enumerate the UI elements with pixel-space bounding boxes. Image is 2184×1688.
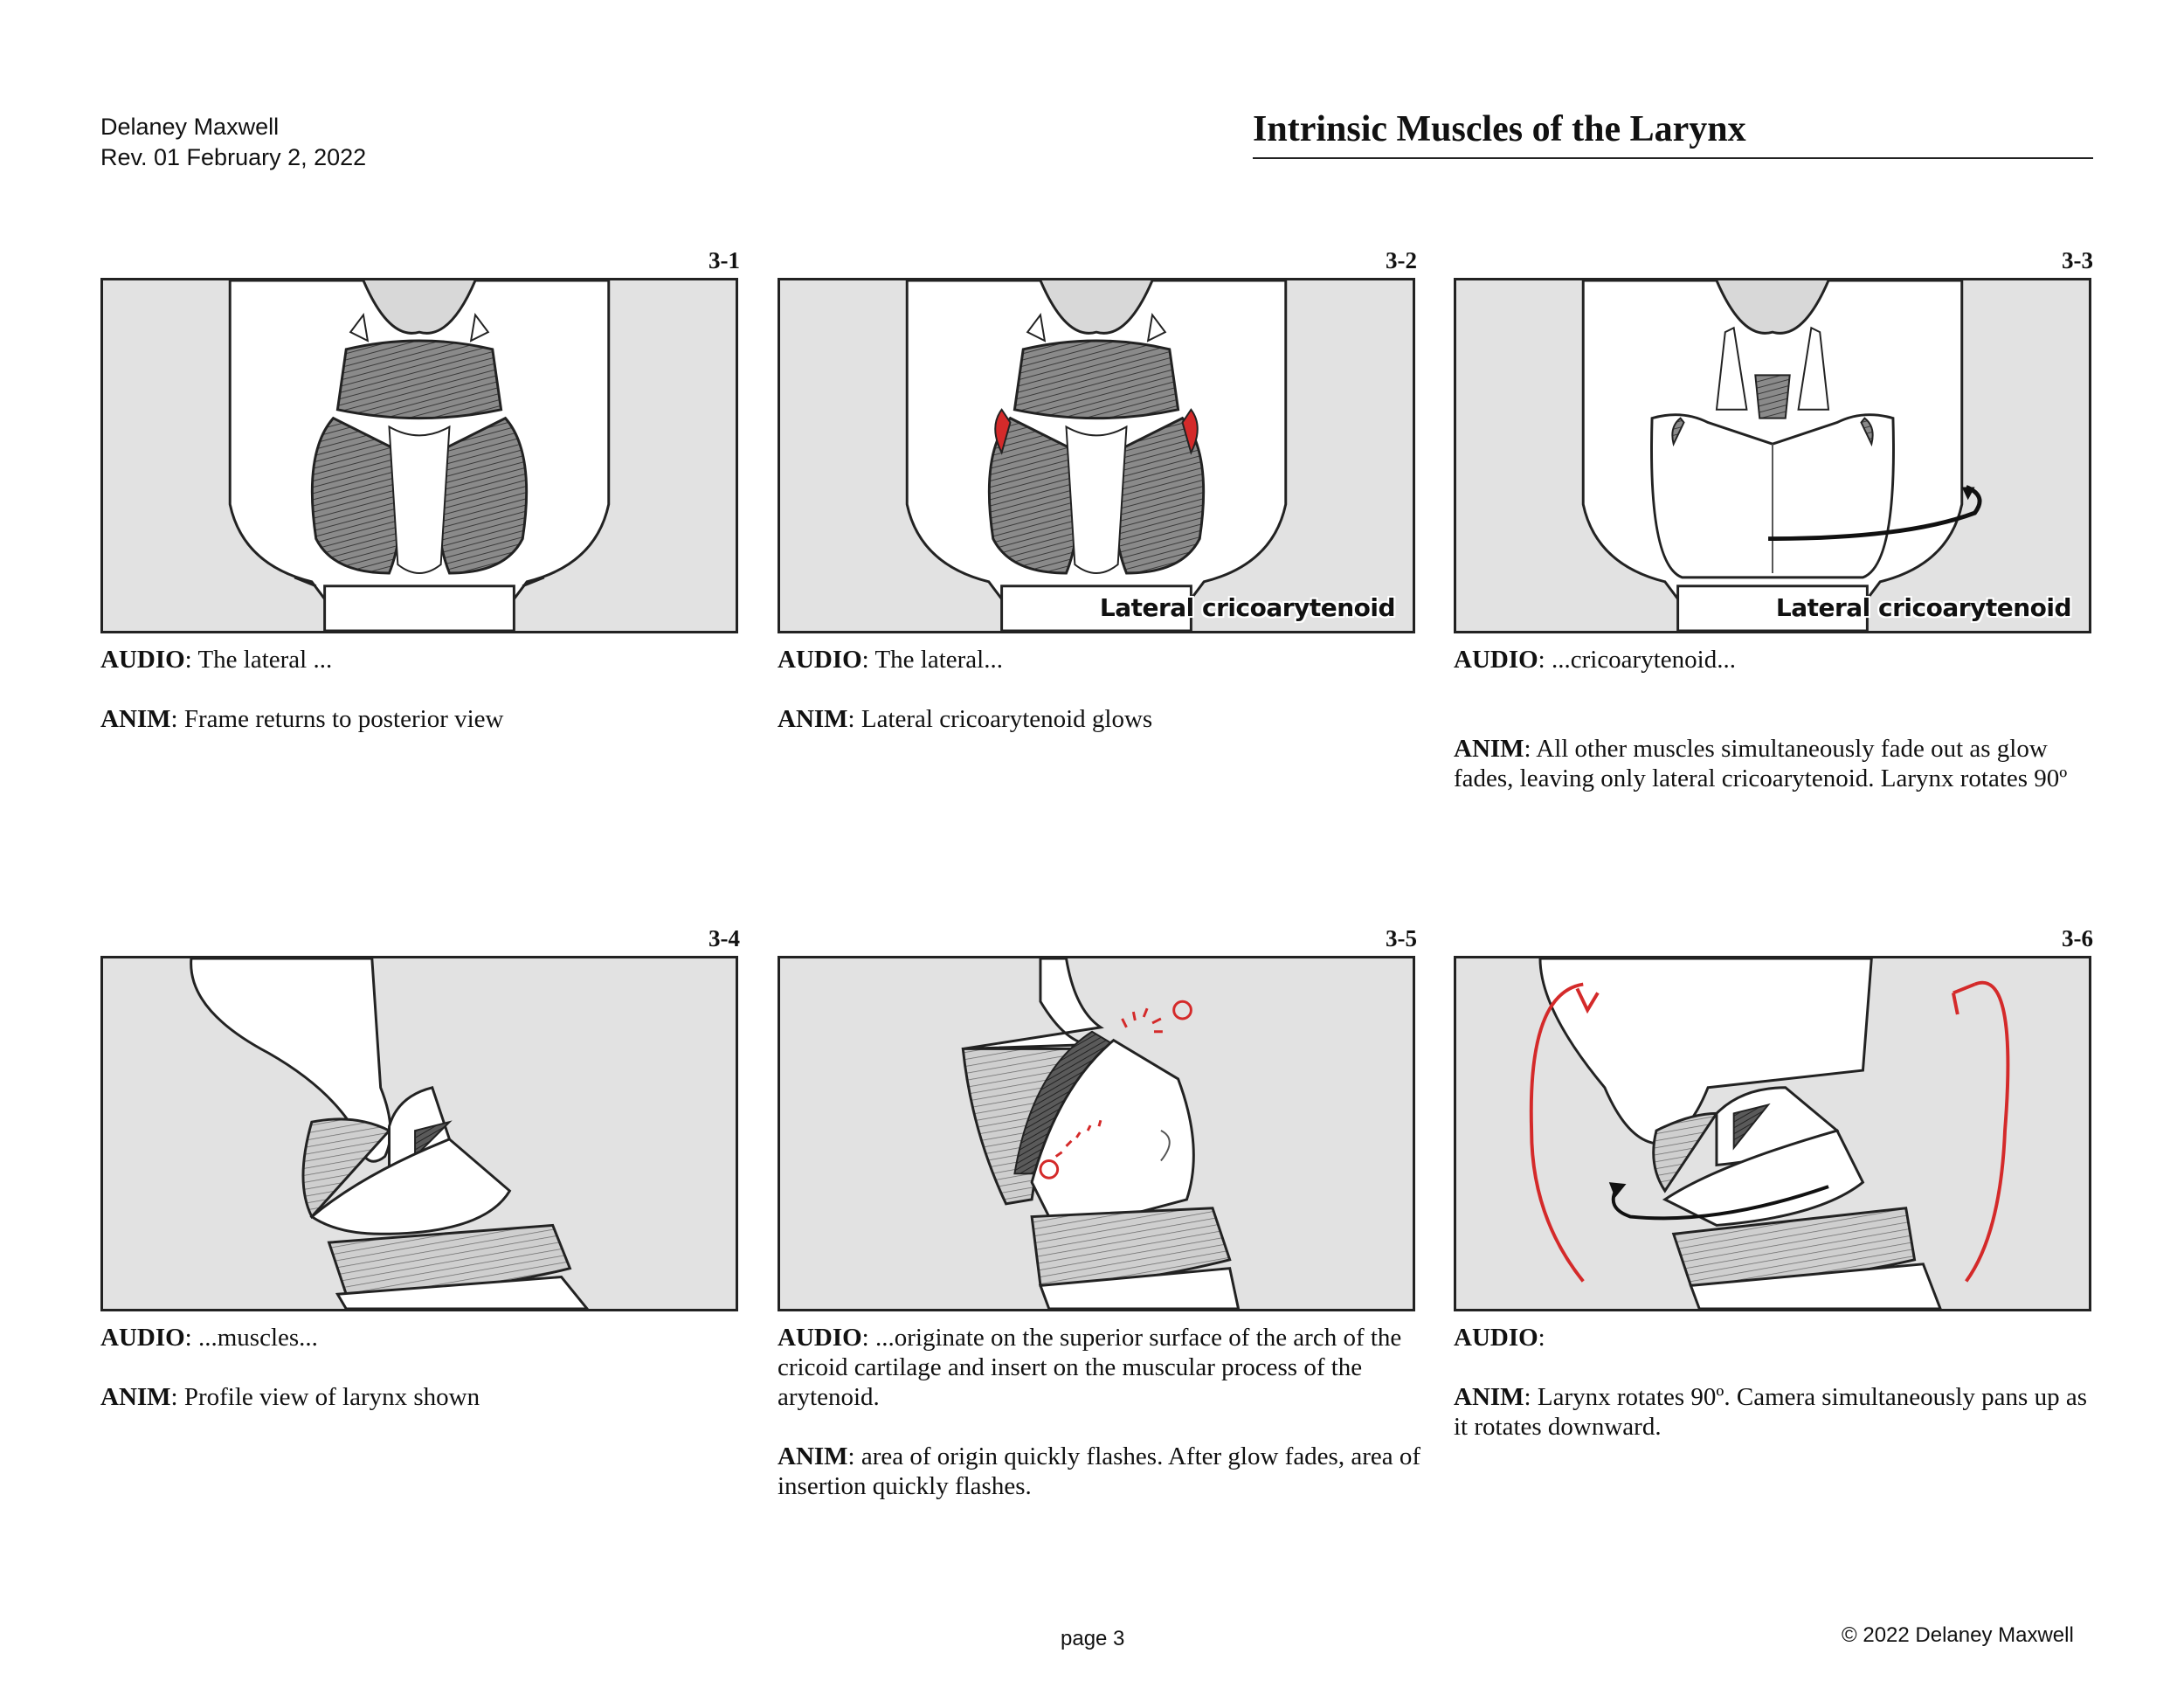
audio-key: AUDIO	[1454, 1324, 1538, 1352]
panel-number: 3-4	[708, 925, 740, 951]
anim-text: : Lateral cricoarytenoid glows	[847, 705, 1153, 733]
panel-number: 3-5	[1386, 925, 1417, 951]
header-meta	[100, 112, 366, 173]
audio-text: : The lateral...	[861, 646, 1003, 674]
isolated-muscle-illustration	[1456, 280, 2089, 631]
panel-3-4-frame	[100, 956, 738, 1311]
posterior-larynx-illustration	[103, 280, 736, 631]
anim-text: : All other muscles simultaneously fade out as glow fades, leaving only lateral cricoarytenoid. Larynx rotates 90º	[1454, 735, 2068, 792]
panel-3-6-caption	[1454, 1323, 2100, 1442]
profile-larynx-illustration	[103, 958, 736, 1309]
posterior-larynx-glow-illustration	[780, 280, 1413, 631]
audio-text: : ...originate on the superior surface of the arch of the cricoid cartilage and insert on the muscular process of the arytenoid.	[778, 1324, 1402, 1411]
anim-key: ANIM	[100, 705, 171, 733]
panel-3-2-caption	[778, 645, 1424, 734]
muscle-label: Lateral cricoarytenoid	[1099, 593, 1395, 622]
anim-key: ANIM	[778, 1442, 848, 1470]
origin-insertion-illustration	[780, 958, 1413, 1309]
panel-3-4-caption	[100, 1323, 747, 1412]
panel-3-3-caption	[1454, 645, 2100, 793]
panel-number: 3-6	[2062, 925, 2093, 951]
audio-key: AUDIO	[778, 646, 862, 674]
page-title: Intrinsic Muscles of the Larynx	[1253, 108, 2093, 159]
audio-text: : ...muscles...	[184, 1324, 318, 1352]
panel-3-6-frame	[1454, 956, 2091, 1311]
anim-key: ANIM	[1454, 1383, 1524, 1411]
panel-number: 3-1	[708, 247, 740, 273]
anim-key: ANIM	[778, 705, 848, 733]
anim-text: : area of origin quickly flashes. After glow fades, area of insertion quickly flashes.	[778, 1442, 1421, 1500]
page-number: page 3	[1061, 1627, 1125, 1650]
copyright: © 2022 Delaney Maxwell	[1842, 1623, 2074, 1647]
panel-3-3-frame	[1454, 278, 2091, 633]
panel-3-2-frame	[778, 278, 1415, 633]
revision-date: Rev. 01 February 2, 2022	[100, 144, 367, 170]
anim-key: ANIM	[1454, 735, 1524, 763]
muscle-label: Lateral cricoarytenoid	[1775, 593, 2071, 622]
audio-key: AUDIO	[100, 646, 185, 674]
author-name: Delaney Maxwell	[100, 114, 280, 140]
audio-key: AUDIO	[1454, 646, 1538, 674]
audio-text: :	[1538, 1324, 1545, 1352]
panel-number: 3-2	[1386, 247, 1417, 273]
audio-key: AUDIO	[778, 1324, 862, 1352]
anim-text: : Frame returns to posterior view	[170, 705, 504, 733]
panel-3-1-frame	[100, 278, 738, 633]
anim-text: : Larynx rotates 90º. Camera simultaneously pans up as it rotates downward.	[1454, 1383, 2087, 1441]
anim-text: : Profile view of larynx shown	[170, 1383, 480, 1411]
anim-key: ANIM	[100, 1383, 171, 1411]
rotate-pan-illustration	[1456, 958, 2089, 1309]
panel-3-5-frame	[778, 956, 1415, 1311]
audio-text: : The lateral ...	[184, 646, 333, 674]
panel-3-1-caption	[100, 645, 747, 734]
panel-number: 3-3	[2062, 247, 2093, 273]
audio-text: : ...cricoarytenoid...	[1538, 646, 1736, 674]
panel-3-5-caption	[778, 1323, 1424, 1501]
audio-key: AUDIO	[100, 1324, 185, 1352]
